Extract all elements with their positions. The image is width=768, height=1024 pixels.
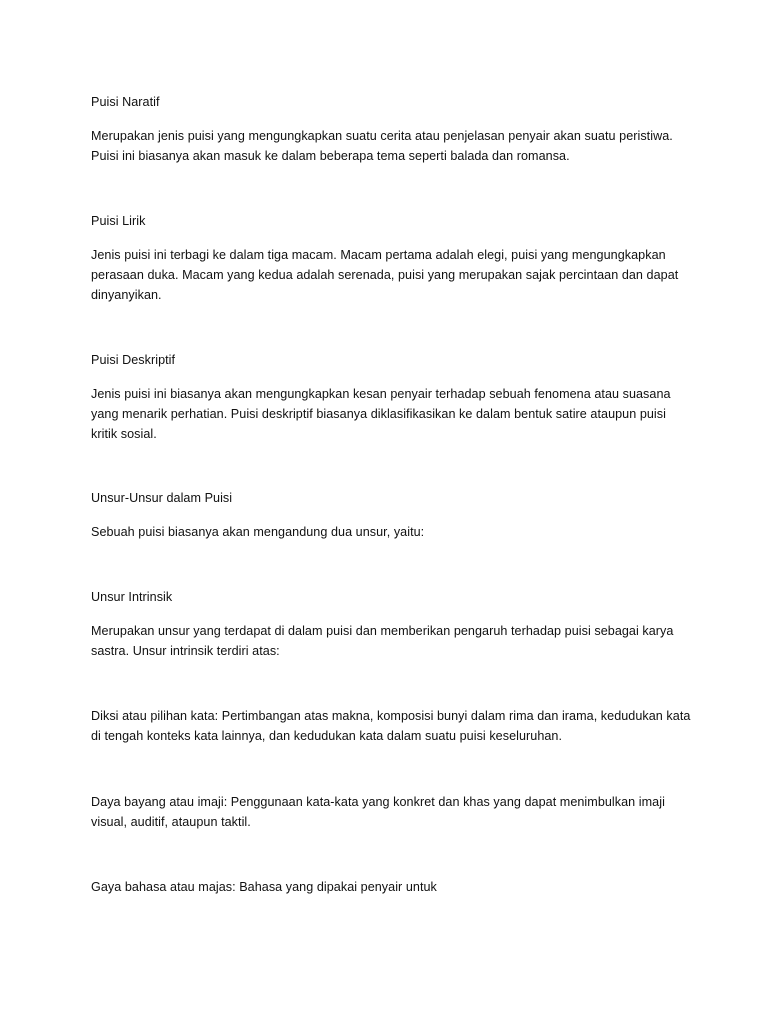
heading-puisi-naratif: Puisi Naratif — [91, 95, 160, 109]
paragraph-diksi: Diksi atau pilihan kata: Pertimbangan atas makna, komposisi bunyi dalam rima dan irama, kedudukan kata di tengah konteks kata lainnya, dan kedudukan kata dalam suatu puisi keseluruhan. — [91, 709, 691, 743]
paragraph-gaya-bahasa: Gaya bahasa atau majas: Bahasa yang dipakai penyair untuk — [91, 880, 437, 894]
paragraph-puisi-deskriptif: Jenis puisi ini biasanya akan mengungkapkan kesan penyair terhadap sebuah fenomena atau suasana yang menarik perhatian. Puisi deskriptif biasanya diklasifikasikan ke dalam bentuk satire ataupun puisi kritik sosial. — [91, 387, 671, 441]
heading-unsur-intrinsik: Unsur Intrinsik — [91, 590, 173, 604]
paragraph-unsur-intrinsik: Merupakan unsur yang terdapat di dalam puisi dan memberikan pengaruh terhadap puisi sebagai karya sastra. Unsur intrinsik terdiri atas: — [91, 624, 674, 658]
paragraph-puisi-lirik: Jenis puisi ini terbagi ke dalam tiga macam. Macam pertama adalah elegi, puisi yang mengungkapkan perasaan duka. Macam yang kedua adalah serenada, puisi yang merupakan sajak percintaan dan dapat dinyanyikan. — [91, 248, 679, 302]
heading-puisi-lirik: Puisi Lirik — [91, 214, 146, 228]
paragraph-unsur-unsur: Sebuah puisi biasanya akan mengandung dua unsur, yaitu: — [91, 525, 425, 539]
heading-unsur-unsur: Unsur-Unsur dalam Puisi — [91, 491, 233, 505]
paragraph-puisi-naratif: Merupakan jenis puisi yang mengungkapkan suatu cerita atau penjelasan penyair akan suatu peristiwa. Puisi ini biasanya akan masuk ke dalam beberapa tema seperti balada dan romansa. — [91, 129, 673, 163]
paragraph-daya-bayang: Daya bayang atau imaji: Penggunaan kata-kata yang konkret dan khas yang dapat menimbulkan imaji visual, auditif, ataupun taktil. — [91, 795, 665, 829]
heading-puisi-deskriptif: Puisi Deskriptif — [91, 353, 176, 367]
